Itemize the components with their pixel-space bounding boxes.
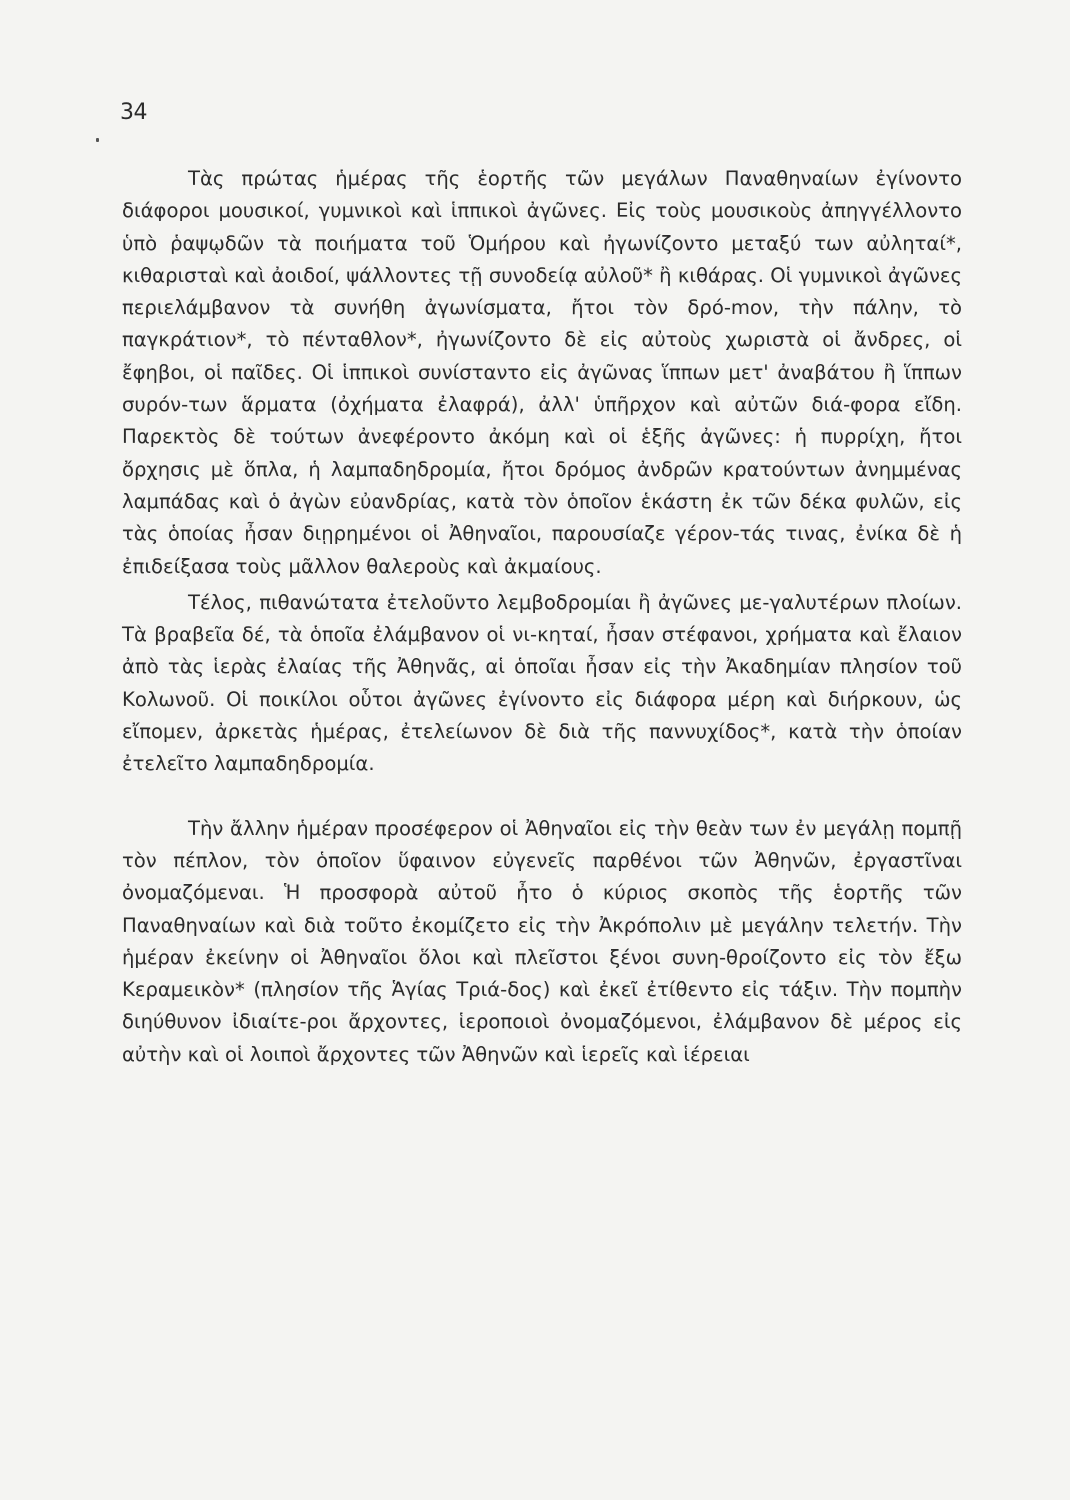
paragraph-festival-contests: Τὰς πρώτας ἡμέρας τῆς ἑορτῆς τῶν μεγάλων Παναθηναίων ἐγίνοντο διάφοροι μουσικοί, γυμνικοὶ καὶ ἱππικοὶ ἀγῶνες. Εἰς τοὺς μουσικοὺς ἀπηγγέλλοντο ὑπὸ ῥαψῳδῶν τὰ ποιήματα τοῦ Ὁμήρου καὶ ἠγωνίζοντο μεταξύ των αὐληταί*, κιθαρισταὶ καὶ ἀοιδοί, ψάλλοντες τῇ συνοδείᾳ αὐλοῦ* ἢ κιθάρας. Οἱ γυμνικοὶ ἀγῶνες περιελάμβανον τὰ συνήθη ἀγωνίσματα, ἤτοι τὸν δρό-mον, τὴν πάλην, τὸ παγκράτιον*, τὸ πένταθλον*, ἠγωνίζοντο δὲ εἰς αὐτοὺς χωριστὰ οἱ ἄνδρες, οἱ ἔφηβοι, οἱ παῖδες. Οἱ ἱππικοὶ συνίσταντο εἰς ἀγῶνας ἵππων μετ' ἀναβάτου ἢ ἵππων συρόν-των ἅρματα (ὀχήματα ἐλαφρά), ἀλλ' ὑπῆρχον καὶ αὐτῶν διά-φορα εἴδη. Παρεκτὸς δὲ τούτων ἀνεφέροντο ἀκόμη καὶ οἱ ἑξῆς ἀγῶνες: ἡ πυρρίχη, ἤτοι ὄρχησις μὲ ὅπλα, ἡ λαμπαδηδρομία, ἤτοι δρόμος ἀνδρῶν κρατούντων ἀνημμένας λαμπάδας καὶ ὁ ἀγὼν εὐανδρίας, κατὰ τὸν ὁποῖον ἑκάστη ἐκ τῶν δέκα φυλῶν, εἰς τὰς ὁποίας ἦσαν διῃρημένοι οἱ Ἀθηναῖοι, παρουσίαζε γέρον-τάς τινας, ἐνίκα δὲ ἡ ἐπιδείξασα τοὺς μᾶλλον θαλεροὺς καὶ ἀκμαίους.	[122, 167, 962, 578]
body-text	[122, 163, 962, 1071]
ink-speck	[96, 138, 99, 142]
page-number: 34	[120, 100, 147, 125]
paragraph-peplos-procession: Τὴν ἄλλην ἡμέραν προσέφερον οἱ Ἀθηναῖοι εἰς τὴν θεὰν των ἐν μεγάλῃ πομπῇ τὸν πέπλον, τὸν ὁποῖον ὕφαινον εὐγενεῖς παρθένοι τῶν Ἀθηνῶν, ἐργαστῖναι ὀνομαζόμεναι. Ἡ προσφορὰ αὐτοῦ ἦτο ὁ κύριος σκοπὸς τῆς ἑορτῆς τῶν Παναθηναίων καὶ διὰ τοῦτο ἐκομίζετο εἰς τὴν Ἀκρόπολιν μὲ μεγάλην τελετήν. Τὴν ἡμέραν ἐκείνην οἱ Ἀθηναῖοι ὅλοι καὶ πλεῖστοι ξένοι συνη-θροίζοντο εἰς τὸν ἔξω Κεραμεικὸν* (πλησίον τῆς Ἁγίας Τριά-δος) καὶ ἐκεῖ ἐτίθεντο εἰς τάξιν. Τὴν πομπὴν διηύθυνον ἰδιαίτε-ροι ἄρχοντες, ἱεροποιοὶ ὀνομαζόμενοι, ἐλάμβανον δὲ μέρος εἰς αὐτὴν καὶ οἱ λοιποὶ ἄρχοντες τῶν Ἀθηνῶν καὶ ἱερεῖς καὶ ἱέρειαι	[122, 816, 962, 1066]
paragraph-boat-races-prizes: Τέλος, πιθανώτατα ἐτελοῦντο λεμβοδρομίαι ἢ ἀγῶνες με-γαλυτέρων πλοίων. Τὰ βραβεῖα δέ, τὰ ὁποῖα ἐλάμβανον οἱ νι-κηταί, ἦσαν στέφανοι, χρήματα καὶ ἔλαιον ἀπὸ τὰς ἱερὰς ἐλαίας τῆς Ἀθηνᾶς, αἱ ὁποῖαι ἦσαν εἰς τὴν Ἀκαδημίαν πλησίον τοῦ Κολωνοῦ. Οἱ ποικίλοι οὗτοι ἀγῶνες ἐγίνοντο εἰς διάφορα μέρη καὶ διήρκουν, ὡς εἴπομεν, ἀρκετὰς ἡμέρας, ἐτελείωνον δὲ διὰ τῆς παννυχίδος*, κατὰ τὴν ὁποίαν ἐτελεῖτο λαμπαδηδρομία.	[122, 590, 962, 776]
